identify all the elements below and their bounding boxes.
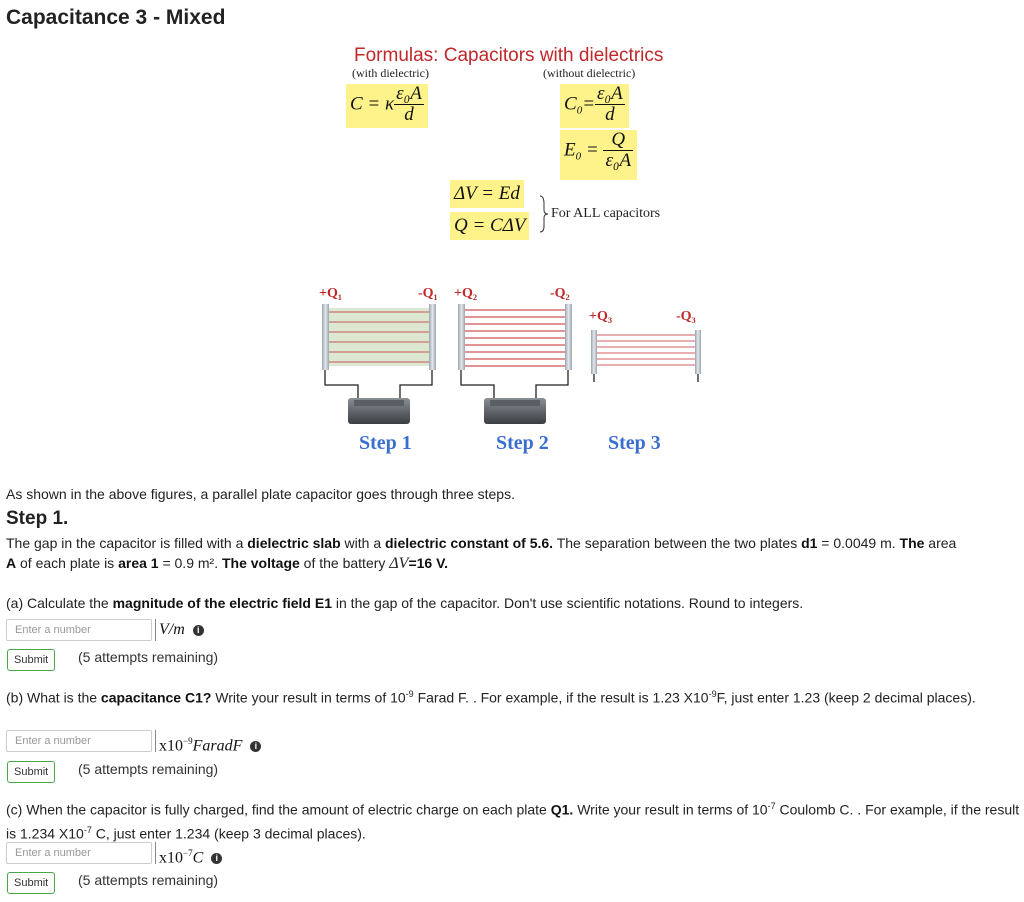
formula-capacitance-dielectric	[346, 84, 428, 128]
info-icon[interactable]: i	[250, 741, 261, 752]
attempts-b-text: (5 attempts remaining)	[78, 761, 219, 777]
formula-e0-lhs: E	[564, 139, 576, 161]
with-dielectric-label: (with dielectric)	[352, 66, 429, 80]
formula-c-den: d	[404, 103, 414, 125]
charge-plus-q2: +Q₂	[454, 286, 478, 301]
answer-b-input[interactable]: Enter a number	[6, 730, 152, 752]
formula-field-vacuum: $E_0$ = $\frac{Q}{\text{ε₀A}}$	[560, 130, 637, 180]
info-icon[interactable]: i	[193, 625, 204, 636]
step-3-label: Step 3	[608, 432, 661, 454]
formula-c-lhs: C = κ	[350, 93, 395, 115]
step1-description: The gap in the capacitor is filled with a dielectric slab with a dielectric constant of 5.6. The separation between the two plates d1 = 0.0049 m. The area A of each plate is area 1 = 0.9 m². The voltage of the battery ΔV=16 V.	[6, 535, 957, 572]
info-icon[interactable]: i	[211, 853, 222, 864]
question-c-text: (c) When the capacitor is fully charged, find the amount of electric charge on each plate Q1. Write your result in terms of $10^{-7}$ Coulomb C. . For example, if the result is 1.234 $X10^{-7}$ C, just enter 1.234 (keep 3 decimal places).	[6, 801, 1020, 842]
charge-plus-q1: +Q₁	[319, 286, 343, 301]
charge-minus-q2: -Q₂	[550, 286, 570, 301]
formula-c0-num: ε₀A	[597, 83, 623, 104]
intro-text: As shown in the above figures, a parallel plate capacitor goes through three steps.	[6, 486, 515, 502]
step-1-label: Step 1	[359, 432, 412, 454]
formulas-title: Formulas: Capacitors with dielectrics	[354, 45, 664, 66]
answer-a-input[interactable]: Enter a number	[6, 619, 152, 641]
capacitor-diagrams	[318, 300, 718, 430]
formula-potential: ΔV = Ed	[450, 180, 524, 208]
answer-b-unit: $x10^{-9}FaradF$ i	[155, 730, 261, 752]
question-a-text: (a) Calculate the magnitude of the electric field E1 in the gap of the capacitor. Don't use scientific notations. Round to integers.	[6, 595, 804, 611]
step1-heading: Step 1.	[6, 508, 69, 529]
formula-e0-den: ε₀A	[605, 149, 632, 171]
answer-c-unit: $x10^{-7}C$ i	[155, 842, 222, 864]
charge-minus-q3: -Q₃	[676, 309, 696, 324]
answer-c-input[interactable]: Enter a number	[6, 842, 152, 864]
formula-c0-lhs: C	[564, 93, 577, 115]
submit-c-button[interactable]: Submit	[7, 872, 55, 894]
answer-a-unit: V/m i	[155, 619, 204, 641]
without-dielectric-label: (without dielectric)	[543, 66, 636, 80]
attempts-a-text: (5 attempts remaining)	[78, 649, 219, 665]
formula-charge: Q = CΔV	[450, 212, 529, 240]
formula-c-num: ε₀A	[396, 83, 422, 104]
step3-capacitor	[591, 330, 701, 382]
formula-e0-num: Q	[603, 130, 633, 151]
step1-capacitor	[322, 304, 436, 424]
charge-plus-q3: +Q₃	[589, 309, 613, 324]
question-b-text: (b) What is the capacitance C1? Write your result in terms of $10^{-9}$ Farad F. . For example, if the result is 1.23 $X10^{-9}F$, just enter 1.23 (keep 2 decimal places).	[6, 689, 976, 706]
formula-capacitance-vacuum: $C_0=$ $\frac{\text{ε₀A}}{d}$	[560, 84, 629, 128]
submit-a-button[interactable]: Submit	[7, 649, 55, 671]
for-all-capacitors-label: For ALL capacitors	[551, 206, 661, 221]
charge-minus-q1: -Q₁	[418, 286, 438, 301]
page-title: Capacitance 3 - Mixed	[6, 6, 226, 29]
attempts-c-text: (5 attempts remaining)	[78, 872, 219, 888]
formula-c0-den: d	[605, 103, 615, 125]
step-2-label: Step 2	[496, 432, 549, 454]
step2-capacitor	[458, 304, 572, 424]
brace-icon	[538, 194, 550, 234]
submit-b-button[interactable]: Submit	[7, 761, 55, 783]
